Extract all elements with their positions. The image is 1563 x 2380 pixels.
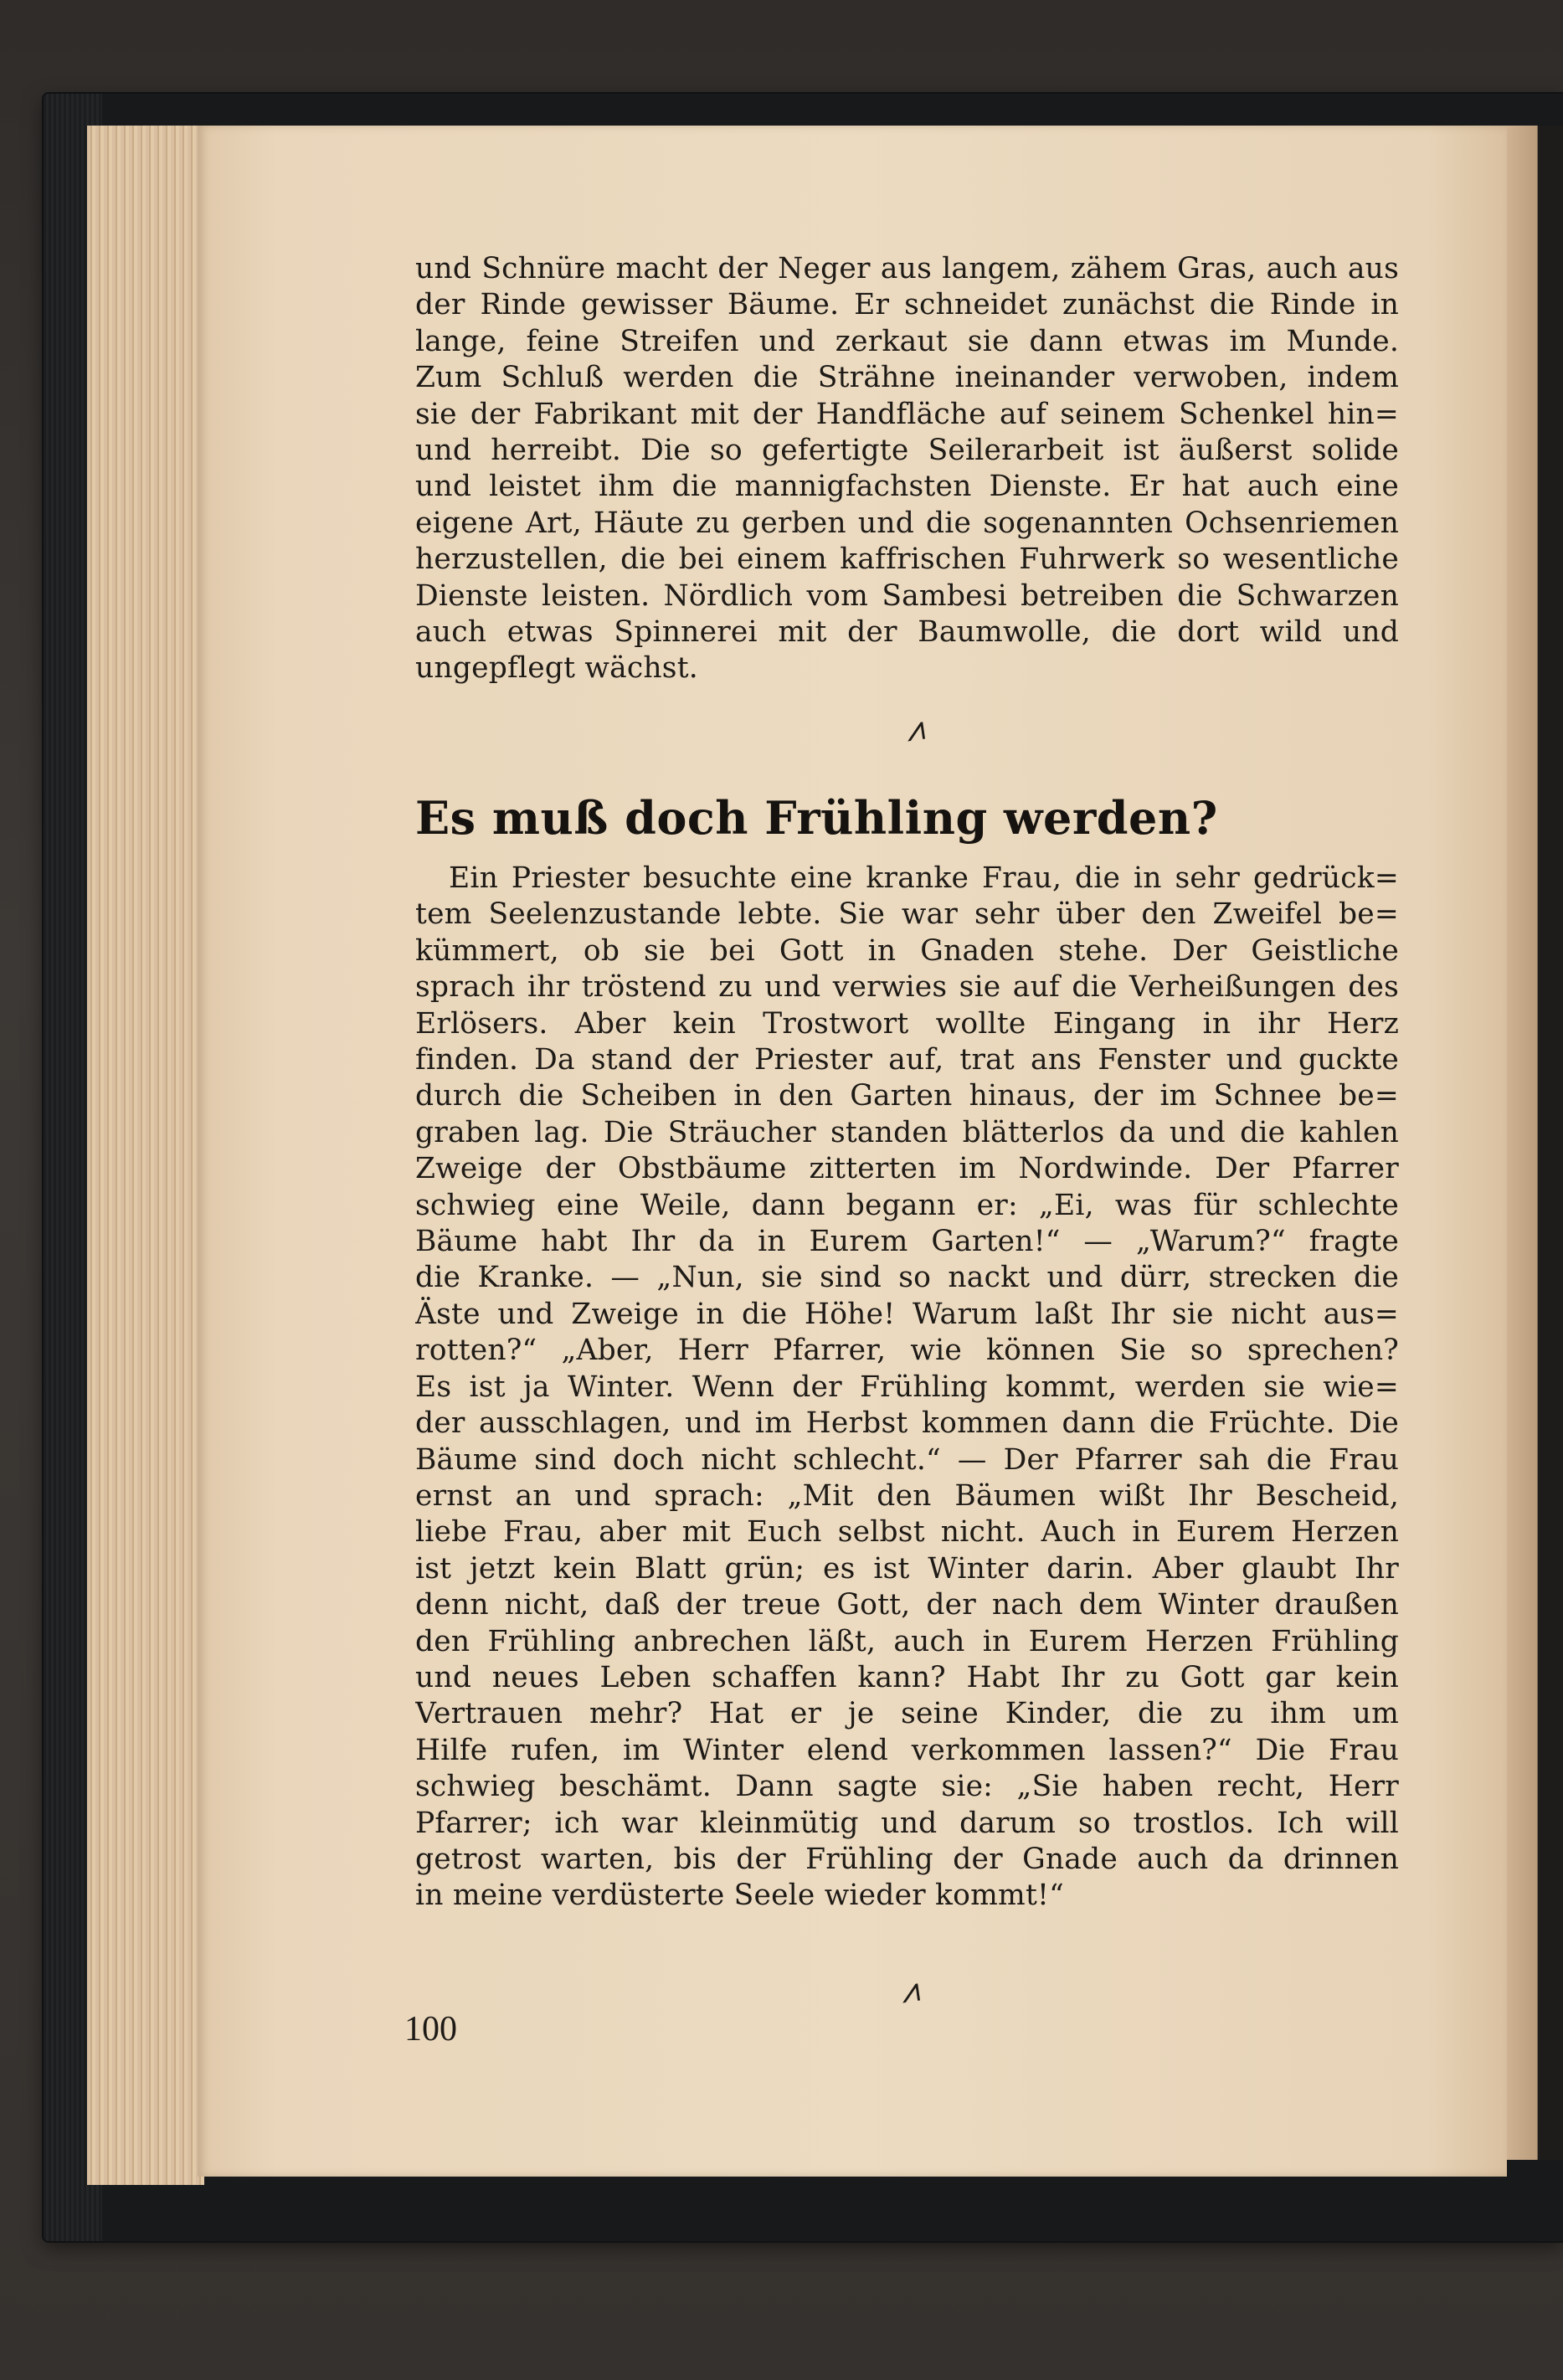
text-line: Dienste leisten. Nördlich vom Sambesi betreiben die Schwarzen [415,578,1399,613]
text-line: ernst an und sprach: „Mit den Bäumen wißt Ihr Bescheid, [415,1478,1399,1513]
text-line: Es ist ja Winter. Wenn der Frühling kommt, werden sie wie= [415,1370,1399,1404]
text-line: graben lag. Die Sträucher standen blätterlos da und die kahlen [415,1115,1399,1149]
page-stack-right-edge [1499,126,1563,2160]
text-line: finden. Da stand der Priester auf, trat ans Fenster und guckte [415,1043,1399,1077]
text-line: in meine verdüsterte Seele wieder kommt!“ [415,1879,1064,1913]
text-line: ist jetzt kein Blatt grün; es ist Winter darin. Aber glaubt Ihr [415,1551,1399,1586]
text-line: sie der Fabrikant mit der Handfläche auf seinem Schenkel hin= [415,397,1399,431]
text-line: auch etwas Spinnerei mit der Baumwolle, die dort wild und [415,615,1399,650]
text-line: liebe Frau, aber mit Euch selbst nicht. Auch in Eurem Herzen [415,1515,1399,1550]
text-line: sprach ihr tröstend zu und verwies sie auf die Verheißungen des [415,970,1399,1005]
text-line: die Kranke. — „Nun, sie sind so nackt und dürr, strecken die [415,1261,1399,1295]
text-line: schwieg eine Weile, dann begann er: „Ei, was für schlechte [415,1188,1399,1222]
text-line: durch die Scheiben in den Garten hinaus, der im Schnee be= [415,1079,1399,1113]
text-line: Zum Schluß werden die Strähne ineinander verwoben, indem [415,361,1399,395]
text-line: eigene Art, Häute zu gerben und die sogenannten Ochsenriemen [415,506,1399,540]
text-line: lange, feine Streifen und zerkaut sie dann etwas im Munde. [415,324,1399,358]
text-line: ungepflegt wächst. [415,651,698,686]
text-line: Vertrauen mehr? Hat er je seine Kinder, die zu ihm um [415,1697,1399,1731]
paragraph-2 [415,861,1399,1915]
text-line: kümmert, ob sie bei Gott in Gnaden stehe. Der Geistliche [415,933,1399,968]
text-line: und Schnüre macht der Neger aus langem, zähem Gras, auch aus [415,252,1399,285]
section-ornament-icon: ⩘ [902,708,928,750]
text-line: schwieg beschämt. Dann sagte sie: „Sie haben recht, Herr [415,1770,1399,1804]
text-line: herzustellen, die bei einem kaffrischen Fuhrwerk so wesentliche [415,542,1399,577]
text-line: Hilfe rufen, im Winter elend verkommen lassen?“ Die Frau [415,1733,1399,1767]
text-line: der ausschlagen, und im Herbst kommen dann die Früchte. Die [415,1406,1399,1441]
text-line: Pfarrer; ich war kleinmütig und darum so trostlos. Ich will [415,1806,1399,1840]
text-line: Ein Priester besuchte eine kranke Frau, die in sehr gedrück= [449,861,1399,895]
text-line: rotten?“ „Aber, Herr Pfarrer, wie können Sie so sprechen? [415,1334,1399,1368]
text-line: Zweige der Obstbäume zitterten im Nordwinde. Der Pfarrer [415,1152,1399,1186]
text-line: Äste und Zweige in die Höhe! Warum laßt Ihr sie nicht aus= [415,1297,1399,1331]
text-line: der Rinde gewisser Bäume. Er schneidet zunächst die Rinde in [415,288,1399,322]
page-number: 100 [404,2010,457,2048]
text-line: denn nicht, daß der treue Gott, der nach dem Winter draußen [415,1588,1399,1622]
closing-ornament-icon: ⩘ [897,1970,923,2012]
text-line: den Frühling anbrechen läßt, auch in Eurem Herzen Frühling [415,1624,1399,1658]
text-line: Bäume habt Ihr da in Eurem Garten!“ — „Warum?“ fragte [415,1225,1399,1259]
text-line: Erlösers. Aber kein Trostwort wollte Eingang in ihr Herz [415,1006,1399,1041]
section-heading: Es muß doch Frühling werden? [415,791,1218,845]
text-line: und herreibt. Die so gefertigte Seilerarbeit ist äußerst solide [415,434,1399,468]
paragraph-1 [415,251,1399,687]
text-line: getrost warten, bis der Frühling der Gnade auch da drinnen [415,1842,1399,1876]
page-stack-left-edge [87,126,204,2185]
text-line: und neues Leben schaffen kann? Habt Ihr zu Gott gar kein [415,1660,1399,1694]
text-line: tem Seelenzustande lebte. Sie war sehr über den Zweifel be= [415,897,1399,932]
text-line: und leistet ihm die mannigfachsten Dienste. Er hat auch eine [415,470,1399,504]
text-line: Bäume sind doch nicht schlecht.“ — Der Pfarrer sah die Frau [415,1442,1399,1477]
